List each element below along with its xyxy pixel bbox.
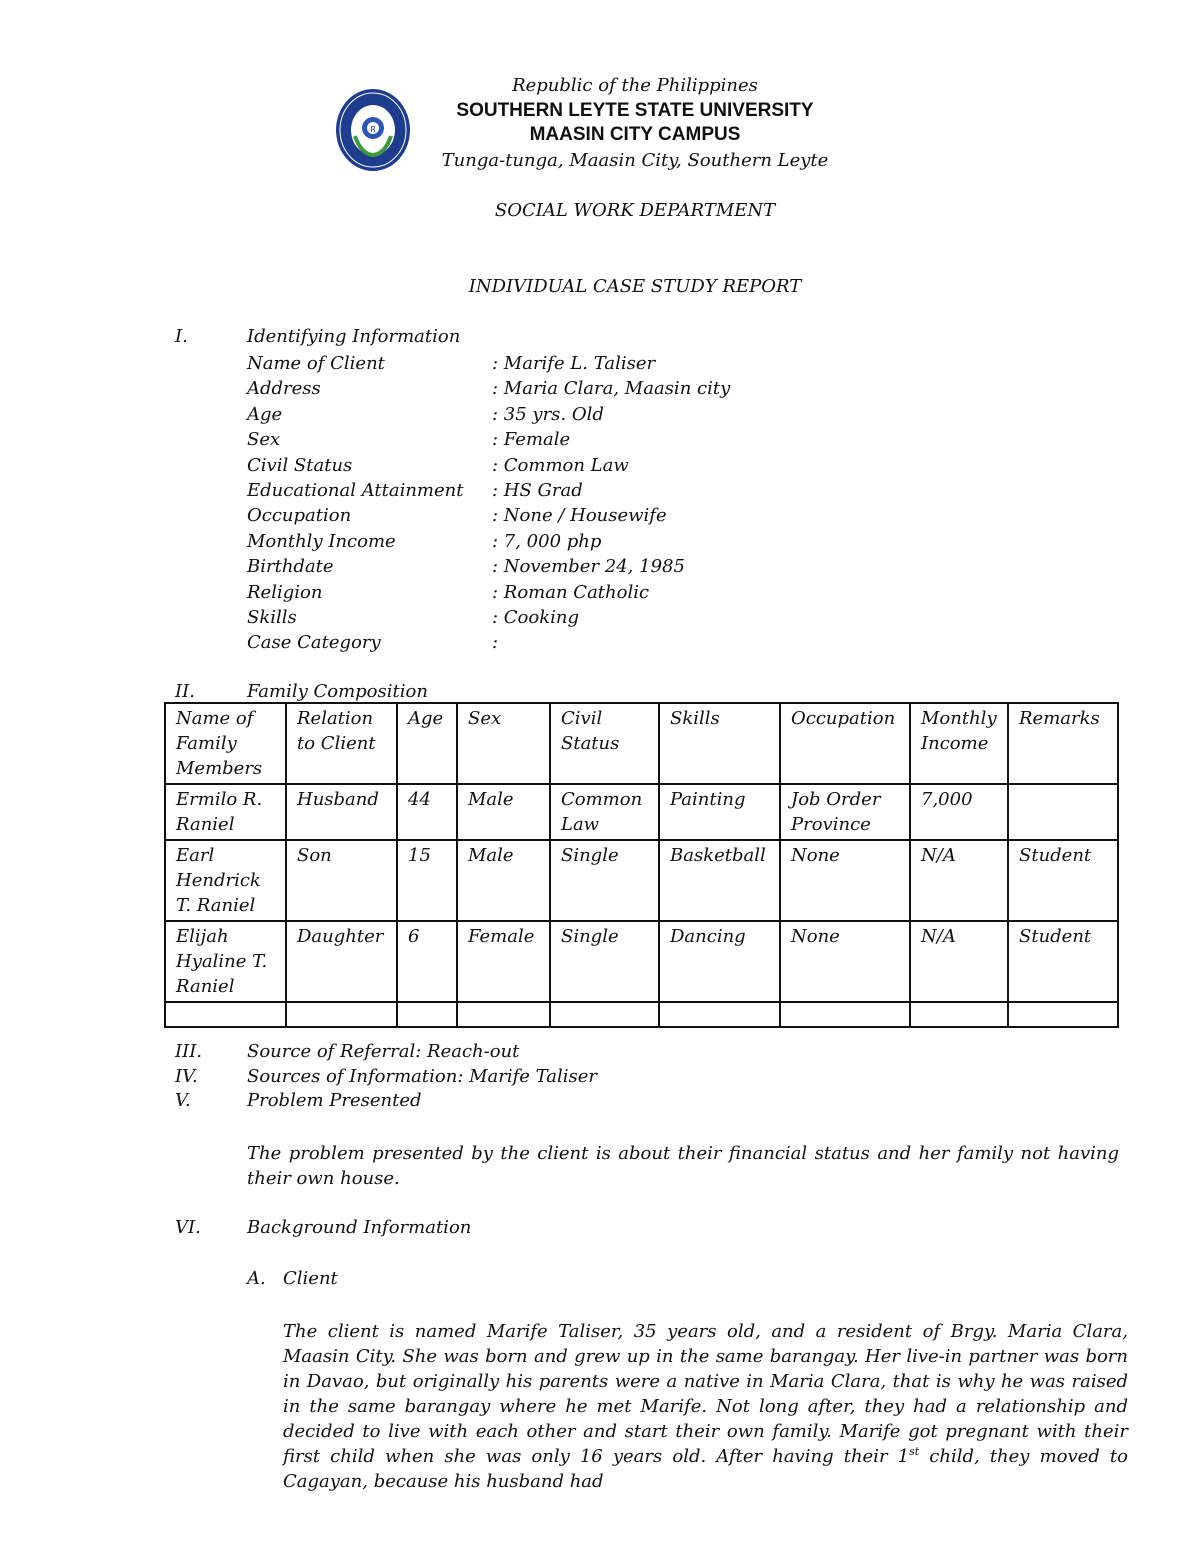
table-cell [550,1002,659,1027]
table-cell: Daughter [286,921,397,1002]
table-cell: Dancing [659,921,780,1002]
table-row [165,840,1118,921]
table-cell: Female [457,921,550,1002]
table-cell [165,1002,286,1027]
table-cell: None [780,840,910,921]
section-6-number: VI. [175,1217,201,1238]
section-4-number: IV. [175,1066,198,1087]
table-cell: Single [550,921,659,1002]
info-value: : November 24, 1985 [492,556,685,578]
info-label: Monthly Income [247,530,396,552]
table-cell: Painting [659,784,780,840]
table-cell [457,1002,550,1027]
university-name: SOUTHERN LEYTE STATE UNIVERSITY [456,100,814,121]
report-title: INDIVIDUAL CASE STUDY REPORT [468,276,802,297]
table-header-row [165,703,1118,784]
table-cell: Husband [286,784,397,840]
table-cell: Elijah Hyaline T. Raniel [165,921,286,1002]
table-cell: Common Law [550,784,659,840]
table-cell: 7,000 [910,784,1008,840]
client-background-tail: child, they moved to Cagayan, because his husband had [283,1446,1128,1492]
info-value: : None / Housewife [492,505,667,527]
info-label: Educational Attainment [247,480,464,501]
ordinal-suffix: st [909,1445,920,1458]
info-value: : Cooking [492,607,580,628]
info-value: : Roman Catholic [492,581,650,603]
info-label: Address [247,378,321,400]
info-value: : HS Grad [492,480,583,501]
info-label: Sex [247,429,281,451]
section-6-title: Background Information [247,1217,472,1238]
info-label: Case Category [247,632,381,654]
department-name: SOCIAL WORK DEPARTMENT [494,200,776,221]
table-header-cell: Name of Family Members [165,703,286,784]
table-cell: Male [457,784,550,840]
table-cell: N/A [910,921,1008,1002]
info-value: : Maria Clara, Maasin city [492,378,731,400]
svg-text:R: R [370,125,376,134]
table-row [165,1002,1118,1027]
campus-name: MAASIN CITY CAMPUS [529,124,741,145]
table-cell: 6 [397,921,457,1002]
table-header-cell: Occupation [780,703,910,784]
family-composition-table [164,702,1119,1028]
table-cell [1008,1002,1118,1027]
section-3-number: III. [175,1041,203,1062]
table-cell: Single [550,840,659,921]
section-1-title: Identifying Information [247,326,461,347]
section-3-title: Source of Referral: Reach-out [247,1041,520,1062]
table-header-cell: Skills [659,703,780,784]
table-cell [397,1002,457,1027]
table-cell: N/A [910,840,1008,921]
info-label: Occupation [247,505,352,527]
info-label: Civil Status [247,454,353,476]
table-cell: Job Order Province [780,784,910,840]
info-value: : Marife L. Taliser [492,353,656,374]
info-label: Birthdate [247,556,334,578]
info-label: Name of Client [247,353,385,374]
table-cell: Ermilo R. Raniel [165,784,286,840]
info-value: : 35 yrs. Old [492,403,604,425]
section-1-number: I. [175,326,188,347]
table-cell [910,1002,1008,1027]
info-value: : Female [492,429,571,451]
table-header-cell: Remarks [1008,703,1118,784]
table-cell: Male [457,840,550,921]
table-row [165,784,1118,840]
table-cell [659,1002,780,1027]
info-label: Skills [247,607,297,628]
subsection-a-number: A. [247,1268,266,1289]
section-5-title: Problem Presented [247,1090,422,1111]
subsection-a-title: Client [283,1268,338,1289]
table-cell [780,1002,910,1027]
table-cell: Earl Hendrick T. Raniel [165,840,286,921]
table-row [165,921,1118,1002]
table-cell [286,1002,397,1027]
table-cell: Son [286,840,397,921]
info-value: : Common Law [492,454,629,476]
table-cell [1008,784,1118,840]
info-value: : 7, 000 php [492,530,602,552]
info-label: Age [247,403,283,425]
table-cell: 15 [397,840,457,921]
section-4-title: Sources of Information: Marife Taliser [247,1066,597,1087]
table-cell: Basketball [659,840,780,921]
client-background-main: The client is named Marife Taliser, 35 years old, and a resident of Brgy. Maria Clara, Maasin City. She was born and grew up in the same barangay. Her live-in partner was born in Davao, but originally his parents were a native in Maria Clara, that is why he was raised in the same barangay where he met Marife. Not long after, they had a relationship and decided to live with each other and start their own family. Marife got pregnant with their first child when she was only 16 years old. After having their 1 [283,1321,1128,1467]
campus-address: Tunga-tunga, Maasin City, Southern Leyte [441,150,829,171]
client-background-text [283,1319,1128,1494]
table-cell: Student [1008,840,1118,921]
problem-presented-text: The problem presented by the client is about their financial status and her family not having their own house. [247,1143,1119,1189]
table-header-cell: Relation to Client [286,703,397,784]
table-header-cell: Monthly Income [910,703,1008,784]
section-5-number: V. [175,1090,191,1111]
table-header-cell: Age [397,703,457,784]
table-cell: None [780,921,910,1002]
republic-line: Republic of the Philippines [512,75,758,96]
table-cell: 44 [397,784,457,840]
info-value: : [492,632,499,654]
table-header-cell: Sex [457,703,550,784]
section-2-title: Family Composition [247,681,428,702]
table-cell: Student [1008,921,1118,1002]
info-label: Religion [247,581,323,603]
table-header-cell: Civil Status [550,703,659,784]
section-2-number: II. [175,681,195,702]
